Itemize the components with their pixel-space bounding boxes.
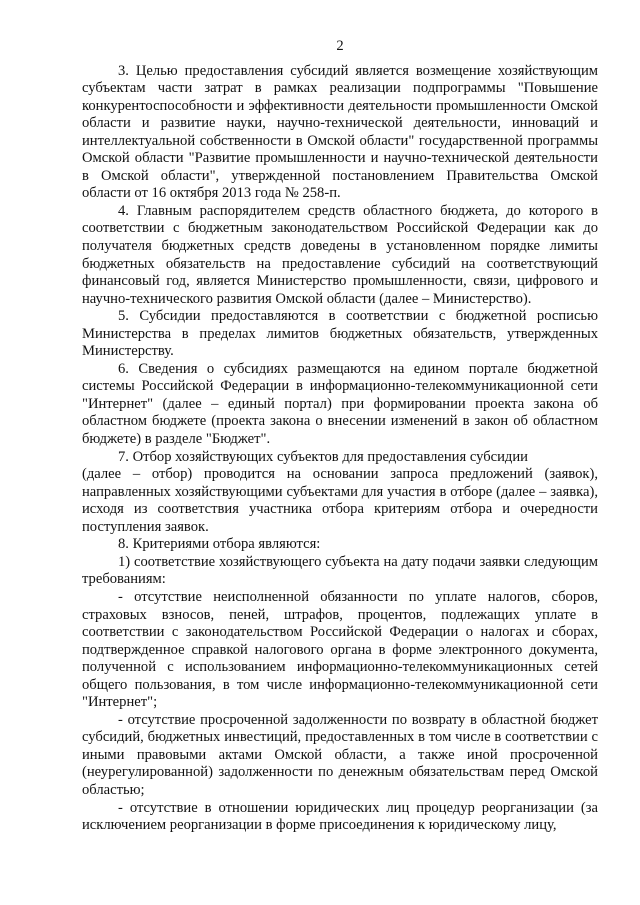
paragraph-chief-administrator: 4. Главным распорядителем средств областного бюджета, до которого в соответствии с бюджетным законодательством Российской Федерации как до получателя бюджетных средств доведены в установленном порядке лимиты бюджетных обязательств на предоставление субсидий на соответствующий финансовый год, является Министерство промышленности, связи, цифрового и научно-технического развития Омской области (далее – Министерство). <box>82 202 598 307</box>
paragraph-requirement-reorganization: - отсутствие в отношении юридических лиц процедур реорганизации (за исключением реорганизации в форме присоединения к юридическому лицу, <box>82 799 598 834</box>
paragraph-requirement-debts: - отсутствие просроченной задолженности по возврату в областной бюджет субсидий, бюджетных инвестиций, предоставленных в том числе в соответствии с иными правовыми актами Омской области, а также иной просроченной (неурегулированной) задолженности по денежным обязательствам перед Омской областью; <box>82 711 598 798</box>
paragraph-portal-info: 6. Сведения о субсидиях размещаются на едином портале бюджетной системы Российской Федерации в информационно-телекоммуникационной сети "Интернет" (далее – единый портал) при формировании проекта закона об областном бюджете (проекта закона о внесении изменений в закон об областном бюджете) в разделе "Бюджет". <box>82 360 598 448</box>
paragraph-selection-body: (далее – отбор) проводится на основании запроса предложений (заявок), направленных хозяйствующими субъектами для участия в отборе (далее – заявка), исходя из соответствия участника отбора критериям отбора и очередности поступления заявок. <box>82 466 598 535</box>
paragraph-requirement-taxes: - отсутствие неисполненной обязанности по уплате налогов, сборов, страховых взносов, пеней, штрафов, процентов, подлежащих уплате в соответствии с законодательством Российской Федерации о налогах и сборах, подтвержденное справкой налогового органа в форме электронного документа, полученной с использованием информационно-телекоммуникационных сетей общего пользования, в том числе информационно-телекоммуникационной сети "Интернет"; <box>82 588 598 711</box>
page-number: 2 <box>336 38 344 54</box>
paragraph-selection-heading: 7. Отбор хозяйствующих субъектов для предоставления субсидии <box>118 448 528 465</box>
paragraph-criteria: 8. Критериями отбора являются: <box>118 536 321 553</box>
paragraph-budget-listing: 5. Субсидии предоставляются в соответствии с бюджетной росписью Министерства в пределах лимитов бюджетных обязательств, утвержденных Министерству. <box>82 308 598 360</box>
paragraph-criterion-1: 1) соответствие хозяйствующего субъекта на дату подачи заявки следующим требованиям: <box>82 553 598 588</box>
document-page <box>82 38 598 835</box>
paragraph-purpose: 3. Целью предоставления субсидий является возмещение хозяйствующим субъектам части затрат в рамках реализации подпрограммы "Повышение конкурентоспособности и эффективности деятельности промышленности Омской области и развитие науки, научно-технической деятельности, инноваций и интеллектуальной собственности в Омской области" государственной программы Омской области "Развитие промышленности и научно-технической деятельности в Омской области", утвержденной постановлением Правительства Омской области от 16 октября 2013 года № 258-п. <box>82 62 598 202</box>
